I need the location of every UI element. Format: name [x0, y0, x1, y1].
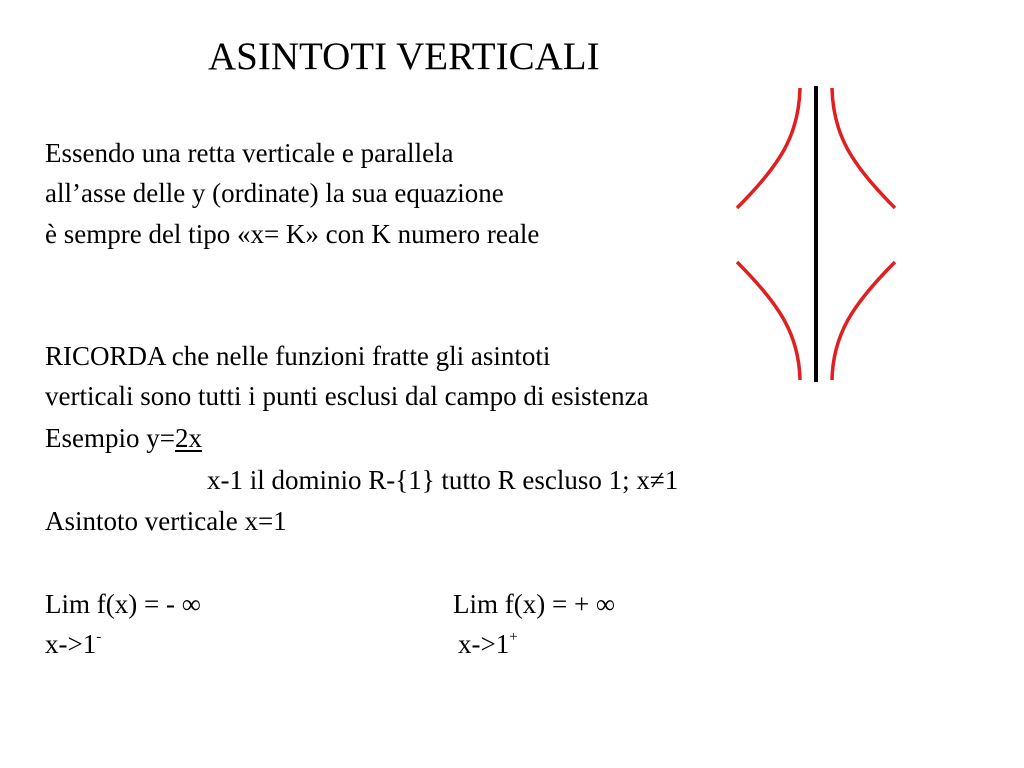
example-denominator-line: x-1 il dominio R-{1} tutto R escluso 1; x≠1 — [207, 465, 679, 495]
curve-bottom-right — [832, 262, 895, 380]
ricorda-line-1: RICORDA che nelle funzioni fratte gli asintoti — [45, 341, 551, 371]
limit-left: Lim f(x) = - ∞ — [45, 589, 201, 619]
example-line — [45, 422, 202, 454]
limit-left-approach-sup: - — [96, 629, 102, 645]
curve-top-right — [832, 88, 895, 208]
intro-line-2: all’asse delle y (ordinate) la sua equazione — [45, 178, 504, 208]
example-numerator: 2x — [174, 423, 202, 453]
ricorda-line-2: verticali sono tutti i punti esclusi dal campo di esistenza — [45, 381, 649, 411]
slide-title: ASINTOTI VERTICALI — [208, 35, 600, 78]
limit-left-approach-text: x->1 — [45, 629, 97, 659]
asymptote-line: Asintoto verticale x=1 — [45, 506, 287, 536]
intro-line-1: Essendo una retta verticale e parallela — [45, 138, 454, 168]
limit-right-approach-sup: + — [509, 629, 518, 645]
limit-left-approach — [45, 628, 101, 660]
limit-right-approach — [458, 628, 518, 660]
intro-line-3: è sempre del tipo «x= K» con K numero reale — [45, 219, 540, 249]
vertical-asymptote-graphic — [725, 80, 905, 390]
limit-right: Lim f(x) = + ∞ — [453, 589, 616, 619]
limit-right-approach-text: x->1 — [458, 629, 510, 659]
example-prefix: Esempio y= — [45, 423, 175, 453]
curve-top-left — [737, 88, 800, 208]
curve-bottom-left — [737, 262, 800, 380]
